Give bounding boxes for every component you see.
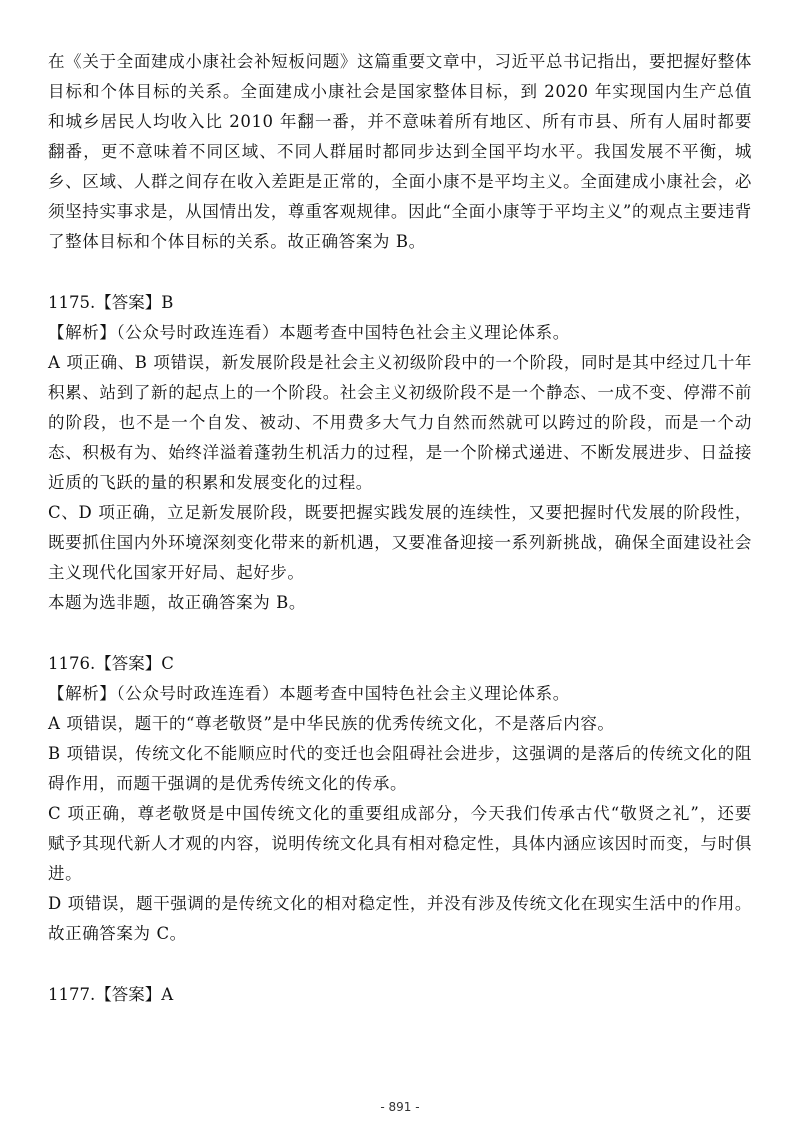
spacer	[48, 257, 752, 288]
explanation-1176-c: C 项正确，尊老敬贤是中国传统文化的重要组成部分，今天我们传承古代“敬贤之礼”，还要赋予其现代新人才观的内容，说明传统文化具有相对稳定性，具体内涵应该因时而变，与时俱进。	[48, 804, 752, 883]
document-body	[48, 47, 752, 1010]
explanation-1175-cd: C、D 项正确，立足新发展阶段，既要把握实践发展的连续性，又要把握时代发展的阶段性，既要抓住国内外环境深刻变化带来的新机遇，又要准备迎接一系列新挑战，确保全面建设社会主义现代化国家开好局、起好步。	[48, 503, 752, 582]
spacer	[48, 949, 752, 980]
spacer	[48, 618, 752, 649]
answer-heading-1176: 1176.【答案】C	[48, 654, 174, 673]
explanation-1175-ab: A 项正确、B 项错误，新发展阶段是社会主义初级阶段中的一个阶段，同时是其中经过几十年积累、站到了新的起点上的一个阶段。社会主义初级阶段不是一个静态、一成不变、停滞不前的阶段，也不是一个自发、被动、不用费多大气力自然而然就可以跨过的阶段，而是一个动态、积极有为、始终洋溢着蓬勃生机活力的过程，是一个阶梯式递进、不断发展进步、日益接近质的飞跃的量的积累和发展变化的过程。	[48, 353, 752, 492]
page-number: - 891 -	[380, 1100, 420, 1114]
conclusion-1175: 本题为选非题，故正确答案为 B。	[48, 593, 306, 612]
intro-paragraph: 在《关于全面建成小康社会补短板问题》这篇重要文章中，习近平总书记指出，要把握好整体目标和个体目标的关系。全面建成小康社会是国家整体目标，到 2020 年实现国内生产总值和城乡居民人均收入比 2010 年翻一番，并不意味着所有地区、所有市县、所有人届时都要翻番，更不意味着不同区域、不同人群届时都同步达到全国平均水平。我国发展不平衡，城乡、区域、人群之间存在收入差距是正常的，全面小康不是平均主义。全面建成小康社会，必须坚持实事求是，从国情出发，尊重客观规律。因此“全面小康等于平均主义”的观点主要违背了整体目标和个体目标的关系。故正确答案为 B。	[48, 52, 752, 251]
answer-heading-1177: 1177.【答案】A	[48, 985, 174, 1004]
explanation-1176-b: B 项错误，传统文化不能顺应时代的变迁也会阻碍社会进步，这强调的是落后的传统文化的阻碍作用，而题干强调的是优秀传统文化的传承。	[48, 744, 752, 793]
explanation-1176-d: D 项错误，题干强调的是传统文化的相对稳定性，并没有涉及传统文化在现实生活中的作用。故正确答案为 C。	[48, 894, 752, 943]
explanation-1176-a: A 项错误，题干的“尊老敬贤”是中华民族的优秀传统文化，不是落后内容。	[48, 714, 615, 733]
answer-heading-1175: 1175.【答案】B	[48, 293, 174, 312]
analysis-label-1176: 【解析】（公众号时政连连看）本题考查中国特色社会主义理论体系。	[48, 684, 570, 703]
analysis-label-1175: 【解析】（公众号时政连连看）本题考查中国特色社会主义理论体系。	[48, 323, 570, 342]
